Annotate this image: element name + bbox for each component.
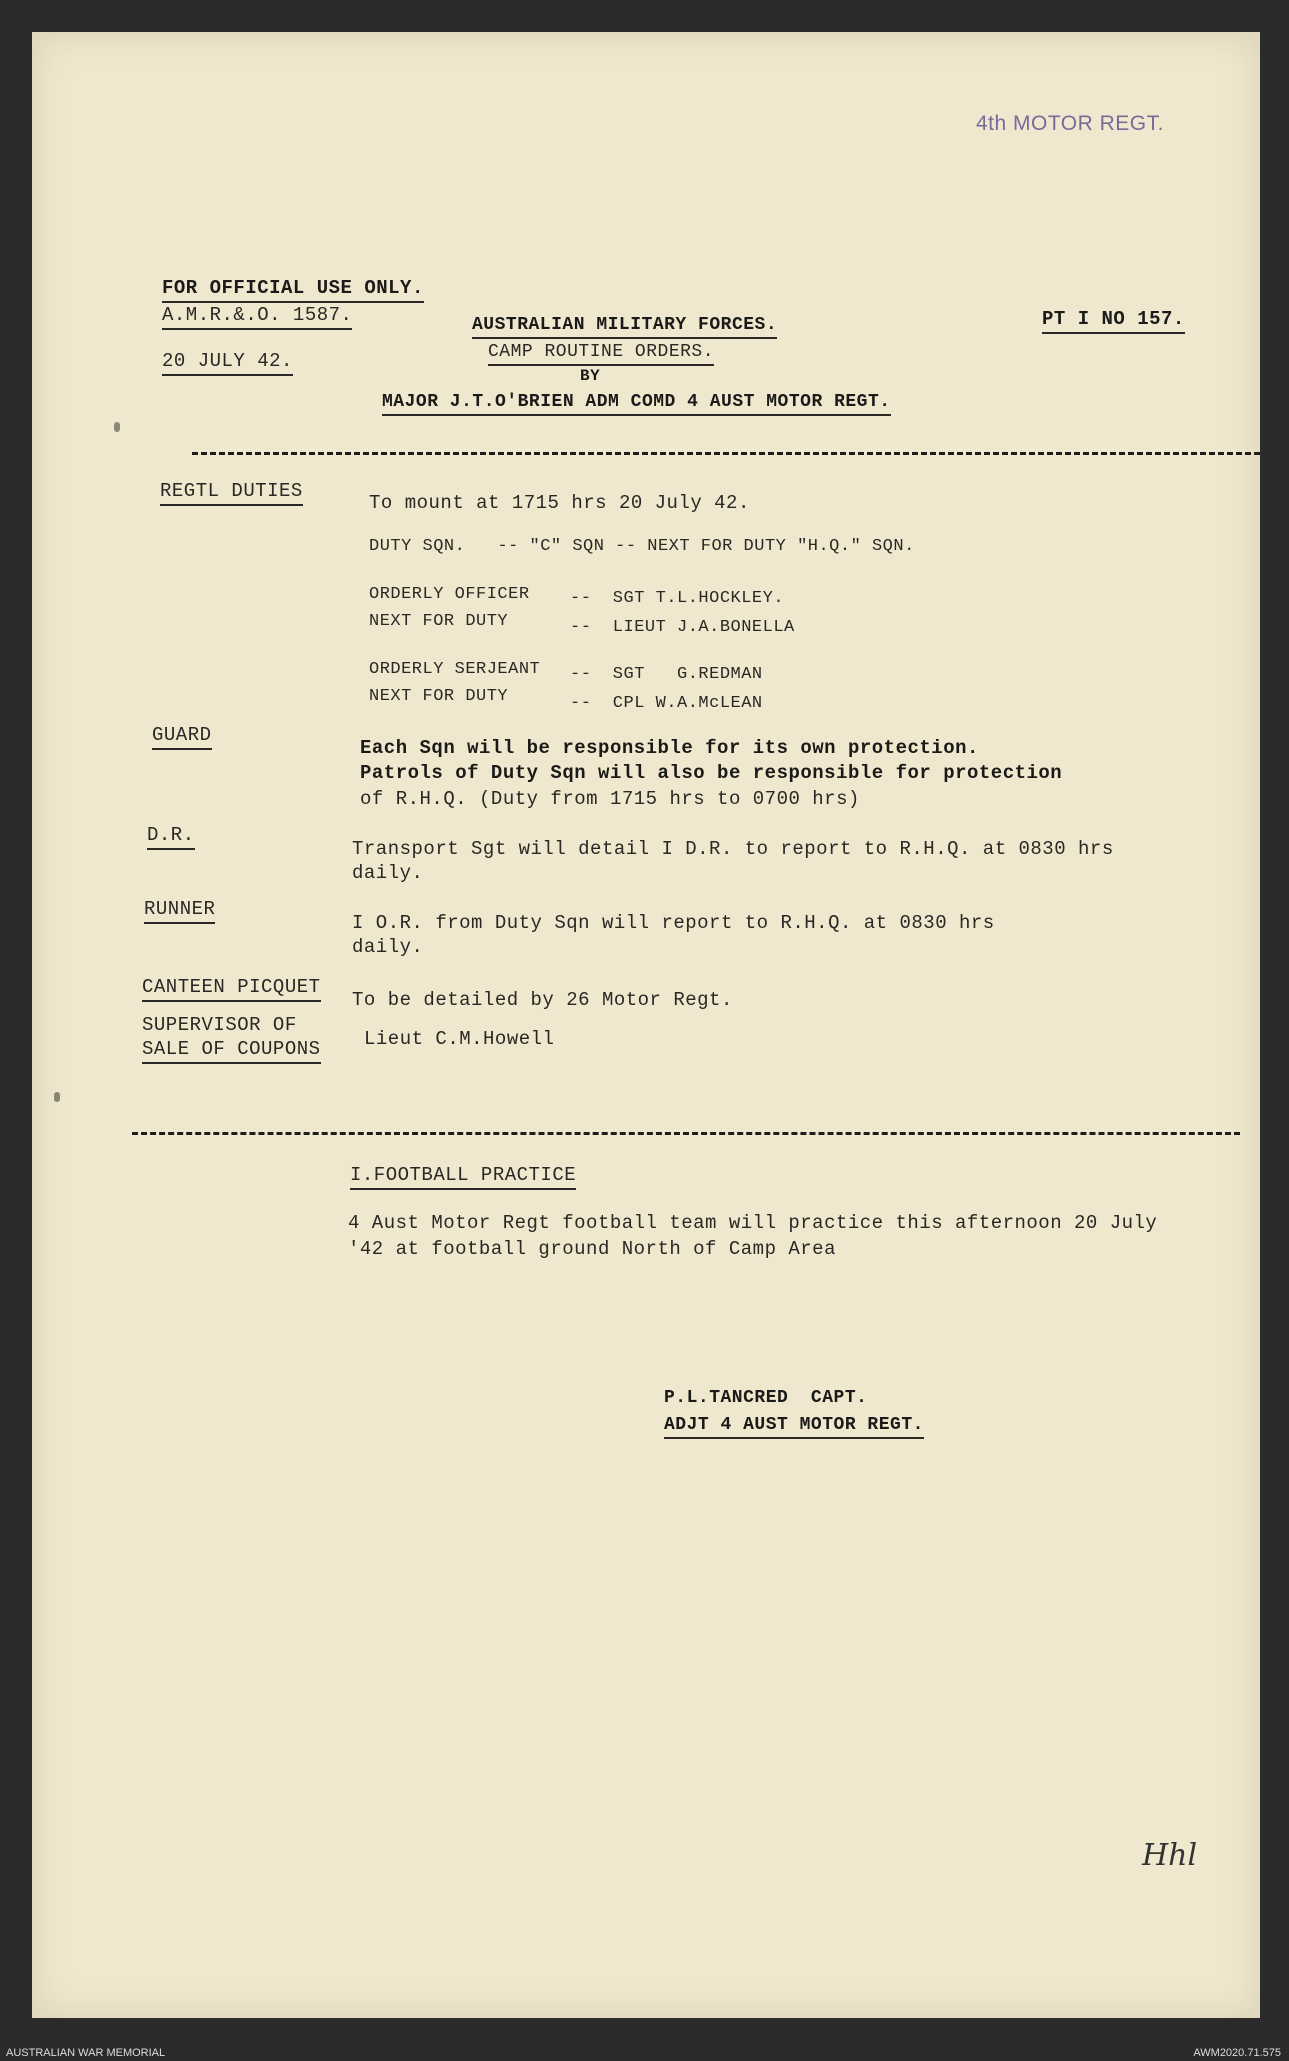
official-use-heading: FOR OFFICIAL USE ONLY.: [162, 277, 424, 303]
divider-bottom: [132, 1132, 1240, 1135]
label-dr: D.R.: [147, 824, 195, 850]
orderly-serjeant-value: -- SGT G.REDMAN: [570, 665, 763, 684]
order-date: 20 JULY 42.: [162, 350, 293, 376]
label-supervisor-1: SUPERVISOR OF: [142, 1014, 297, 1036]
handwritten-initials: Hhl: [1142, 1838, 1198, 1873]
next-officer-label: NEXT FOR DUTY: [369, 612, 509, 631]
punch-mark: [114, 422, 120, 432]
guard-line-2: Patrols of Duty Sqn will also be responsible for protection: [360, 762, 1063, 784]
runner-line-2: daily.: [352, 936, 424, 958]
footer-institution: AUSTRALIAN WAR MEMORIAL: [6, 2047, 166, 2059]
next-serjeant-label: NEXT FOR DUTY: [369, 687, 509, 706]
label-guard: GUARD: [152, 724, 212, 750]
signatory-name: P.L.TANCRED CAPT.: [664, 1388, 868, 1408]
runner-line-1: I O.R. from Duty Sqn will report to R.H.Q. at 0830 hrs: [352, 912, 995, 934]
divider-top: [192, 452, 1260, 455]
regtl-duty-sqn: DUTY SQN. -- "C" SQN -- NEXT FOR DUTY "H.Q." SQN.: [369, 537, 915, 556]
supervisor-line-1: Lieut C.M.Howell: [364, 1028, 555, 1050]
dr-line-2: daily.: [352, 862, 424, 884]
next-serjeant-value: -- CPL W.A.McLEAN: [570, 694, 763, 713]
orderly-serjeant-label: ORDERLY SERJEANT: [369, 660, 541, 679]
amr-reference: A.M.R.&.O. 1587.: [162, 304, 352, 330]
label-canteen-picquet: CANTEEN PICQUET: [142, 976, 321, 1002]
notice-heading: I.FOOTBALL PRACTICE: [350, 1164, 576, 1190]
signatory-title: ADJT 4 AUST MOTOR REGT.: [664, 1415, 924, 1439]
unit-stamp: 4th MOTOR REGT.: [976, 112, 1164, 135]
guard-line-1: Each Sqn will be responsible for its own protection.: [360, 737, 979, 759]
dr-line-1: Transport Sgt will detail I D.R. to report to R.H.Q. at 0830 hrs: [352, 838, 1114, 860]
regtl-mount-line: To mount at 1715 hrs 20 July 42.: [369, 492, 750, 514]
notice-line-2: '42 at football ground North of Camp Area: [348, 1238, 836, 1260]
part-number: PT I NO 157.: [1042, 308, 1185, 334]
label-supervisor-2: SALE OF COUPONS: [142, 1038, 321, 1064]
orderly-officer-label: ORDERLY OFFICER: [369, 585, 530, 604]
orderly-officer-value: -- SGT T.L.HOCKLEY.: [570, 589, 785, 608]
guard-line-3: of R.H.Q. (Duty from 1715 hrs to 0700 hrs): [360, 788, 860, 810]
label-runner: RUNNER: [144, 898, 215, 924]
title-commander: MAJOR J.T.O'BRIEN ADM COMD 4 AUST MOTOR REGT.: [382, 392, 891, 416]
footer-accession: AWM2020.71.575: [1193, 2047, 1281, 2059]
label-regtl-duties: REGTL DUTIES: [160, 480, 303, 506]
canteen-line-1: To be detailed by 26 Motor Regt.: [352, 989, 733, 1011]
punch-mark: [54, 1092, 60, 1102]
title-routine-orders: CAMP ROUTINE ORDERS.: [488, 342, 714, 366]
notice-line-1: 4 Aust Motor Regt football team will practice this afternoon 20 July: [348, 1212, 1158, 1234]
title-by: BY: [580, 367, 601, 385]
document-page: [32, 32, 1260, 2018]
next-officer-value: -- LIEUT J.A.BONELLA: [570, 618, 795, 637]
title-military-forces: AUSTRALIAN MILITARY FORCES.: [472, 315, 777, 339]
